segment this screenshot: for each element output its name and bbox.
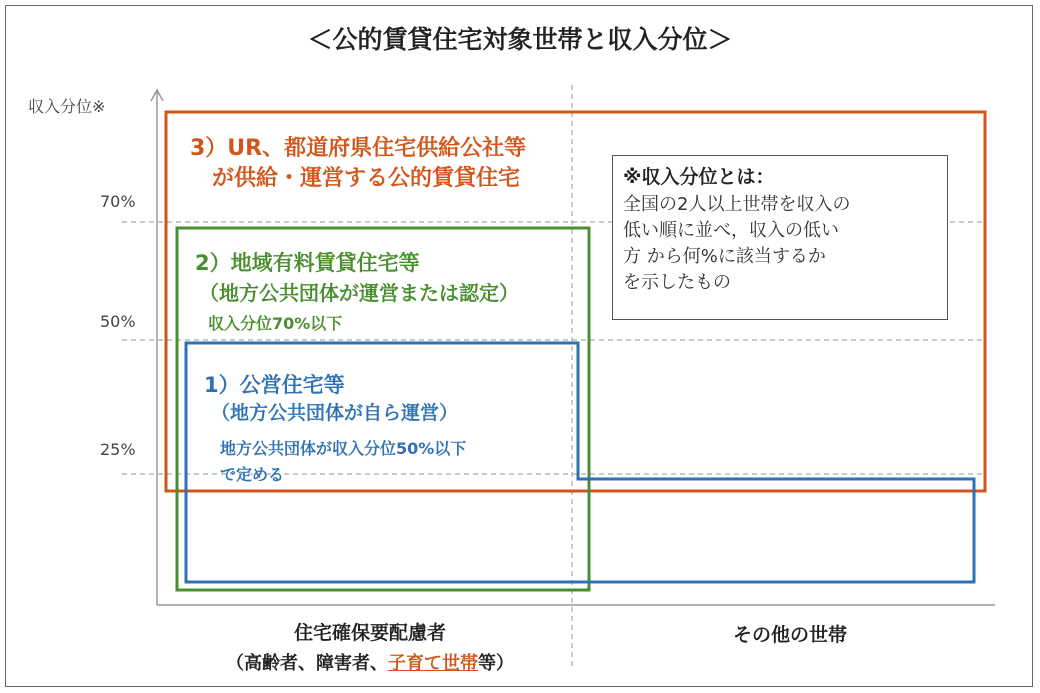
note-line-2: 低い順に並べ，収入の低い [623, 220, 839, 241]
income-percentile-note [612, 155, 948, 320]
note-title: ※収入分位とは： [623, 166, 775, 188]
category-left-highlight: 子育て世帯 [388, 653, 478, 674]
category-left-line1: 住宅確保要配慮者 [293, 622, 446, 644]
note-line-3: 方 から何%に該当するか [623, 246, 826, 267]
category-right: その他の世帯 [732, 624, 847, 646]
public-group-note-1: 地方公共団体が収入分位50%以下 [220, 439, 467, 458]
public-group-note-2: で定める [220, 465, 285, 484]
category-left-line2 [170, 649, 570, 675]
regional-group-note: 収入分位70%以下 [208, 314, 343, 333]
ur-group-subtitle: が供給・運営する公的賃貸住宅 [212, 166, 521, 191]
regional-group-title: 2）地域有料賃貸住宅等 [195, 251, 420, 275]
regional-group-subtitle: （地方公共団体が運営または認定） [199, 281, 519, 305]
y-tick-50: 50% [100, 312, 136, 331]
public-group-title: 1）公営住宅等 [204, 373, 345, 397]
y-axis-label: 収入分位※ [28, 97, 106, 116]
y-tick-25: 25% [100, 440, 136, 459]
ur-group-title: 3）UR、都道府県住宅供給公社等 [190, 136, 527, 161]
note-line-1: 全国の2人以上世帯を収入の [623, 194, 851, 215]
note-line-4: を示したもの [623, 272, 731, 293]
public-group-subtitle: （地方公共団体が自ら運営） [211, 402, 459, 424]
page-title: ＜公的賃貸住宅対象世帯と収入分位＞ [307, 25, 733, 54]
category-left-suffix: 等） [478, 653, 514, 674]
category-left [170, 618, 570, 675]
y-tick-70: 70% [100, 192, 136, 211]
category-left-prefix: （高齢者、障害者、 [226, 653, 388, 674]
